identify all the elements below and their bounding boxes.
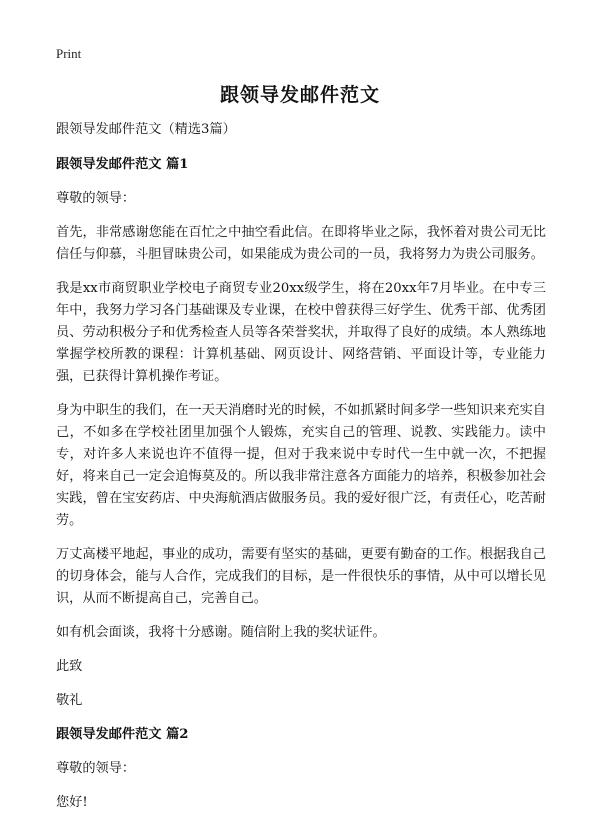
paragraph: 如有机会面谈，我将十分感谢。随信附上我的奖状证件。	[56, 625, 386, 640]
paragraph: 身为中职生的我们，在一天天消磨时光的时候，不如抓紧时间多学一些知识来充实自己，不如多在学校社团里加强个人锻炼，充实自己的管理、说教、实践能力。读中专，对许多人来说也许不值得一提，但对于我来说中专时代一生中就一次，不把握好，将来自己一定会追悔莫及的。所以我非常注意各方面能力的培养，积极参加社会实践，曾在宝安药店、中央海航酒店做服务员。我的爱好很广泛，有责任心，吃苦耐劳。	[56, 403, 546, 528]
greeting: 您好!	[56, 795, 88, 810]
salutation-2: 尊敬的领导：	[56, 761, 136, 776]
closing-line: 此致	[56, 659, 83, 674]
closing-line: 敬礼	[56, 693, 83, 708]
section-heading-1: 跟领导发邮件范文 篇1	[56, 157, 189, 172]
page-title: 跟领导发邮件范文	[219, 84, 380, 106]
print-link[interactable]: Print	[56, 46, 82, 61]
salutation-1: 尊敬的领导：	[56, 191, 136, 206]
paragraph: 首先，非常感谢您能在百忙之中抽空看此信。在即将毕业之际，我怀着对贵公司无比信任与仰慕，斗胆冒昧贵公司，如果能成为贵公司的一员，我将努力为贵公司服务。	[56, 225, 546, 262]
section-heading-2: 跟领导发邮件范文 篇2	[56, 727, 189, 742]
paragraph: 万丈高楼平地起，事业的成功，需要有坚实的基础，更要有勤奋的工作。根据我自己的切身体会，能与人合作，完成我们的目标，是一件很快乐的事情，从中可以增长见识，从而不断提高自己，完善自己。	[56, 547, 546, 606]
paragraph: 我是xx市商贸职业学校电子商贸专业20xx级学生，将在20xx年7月毕业。在中专三年中，我努力学习各门基础课及专业课，在校中曾获得三好学生、优秀干部、优秀团员、劳动积极分子和优秀检查人员等各荣誉奖状，并取得了良好的成绩。本人熟练地掌握学校所教的课程：计算机基础、网页设计、网络营销、平面设计等，专业能力强，已获得计算机操作考证。	[56, 281, 546, 384]
document-body	[56, 119, 546, 826]
document-subtitle: 跟领导发邮件范文（精选3篇）	[56, 122, 236, 137]
